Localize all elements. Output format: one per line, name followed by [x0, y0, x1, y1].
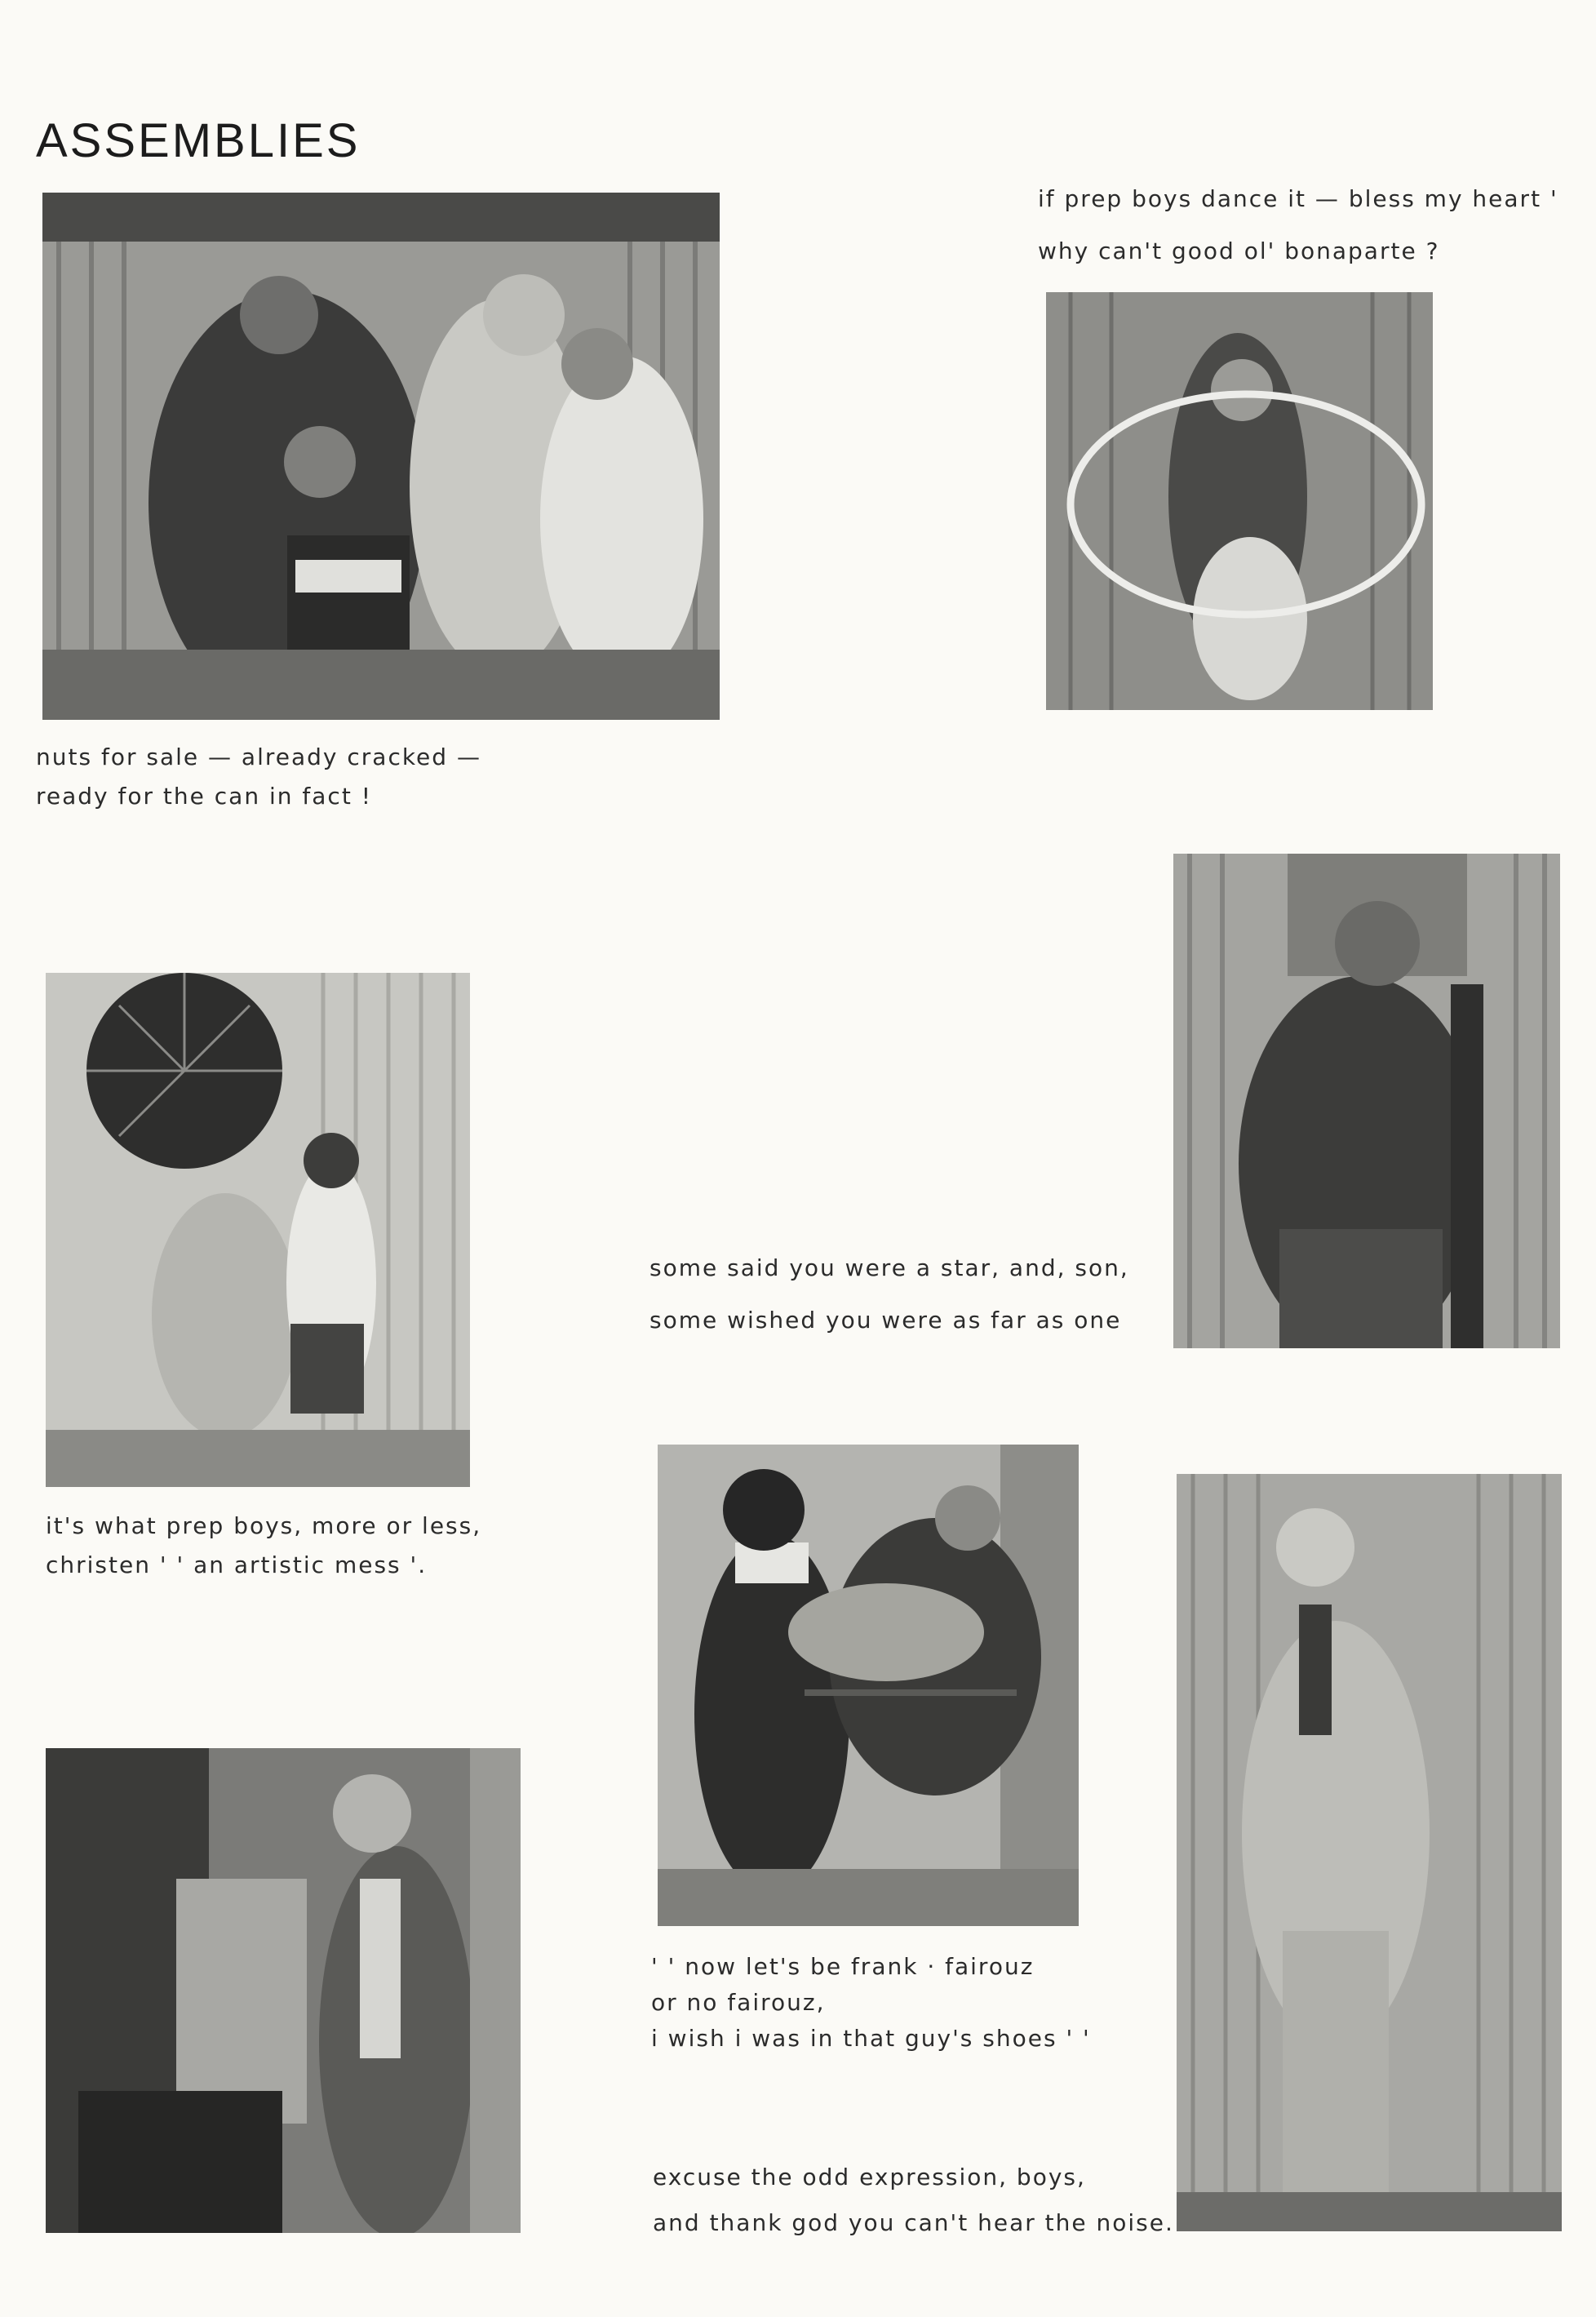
caption-fairouz	[651, 1949, 1091, 2057]
caption-line: some wished you were as far as one	[649, 1307, 1122, 1334]
caption-line: why can't good ol' bonaparte ?	[1038, 237, 1440, 264]
caption-excuse-the-noise	[653, 2155, 1174, 2246]
caption-star	[649, 1242, 1129, 1347]
caption-nuts-for-sale	[36, 738, 481, 816]
photo-oud-player	[658, 1445, 1079, 1926]
caption-line: nuts for sale — already cracked —	[36, 743, 481, 770]
caption-line: some said you were a star, and, son,	[649, 1254, 1129, 1281]
caption-line: and thank god you can't hear the noise.	[653, 2209, 1174, 2236]
caption-line: christen ' ' an artistic mess '.	[46, 1551, 428, 1578]
caption-line: excuse the odd expression, boys,	[653, 2164, 1086, 2190]
caption-line: or no fairouz,	[651, 1989, 826, 2016]
caption-prep-boys-dance	[1038, 173, 1558, 277]
photo-speaker-in-suit	[1177, 1474, 1562, 2231]
photo-accordion-skit	[42, 193, 720, 720]
caption-line: ready for the can in fact !	[36, 783, 372, 810]
photo-man-with-glasses	[46, 1748, 521, 2233]
caption-line: i wish i was in that guy's shoes ' '	[651, 2025, 1091, 2052]
caption-line: ' ' now let's be frank · fairouz	[651, 1953, 1035, 1980]
caption-artistic-mess	[46, 1507, 481, 1585]
caption-line: if prep boys dance it — bless my heart '	[1038, 185, 1558, 212]
page-title: ASSEMBLIES	[36, 113, 361, 167]
photo-umbrella-skit	[46, 973, 470, 1487]
photo-hula-hoop	[1046, 292, 1433, 710]
caption-line: it's what prep boys, more or less,	[46, 1512, 482, 1539]
photo-singer-at-microphone	[1173, 854, 1560, 1348]
